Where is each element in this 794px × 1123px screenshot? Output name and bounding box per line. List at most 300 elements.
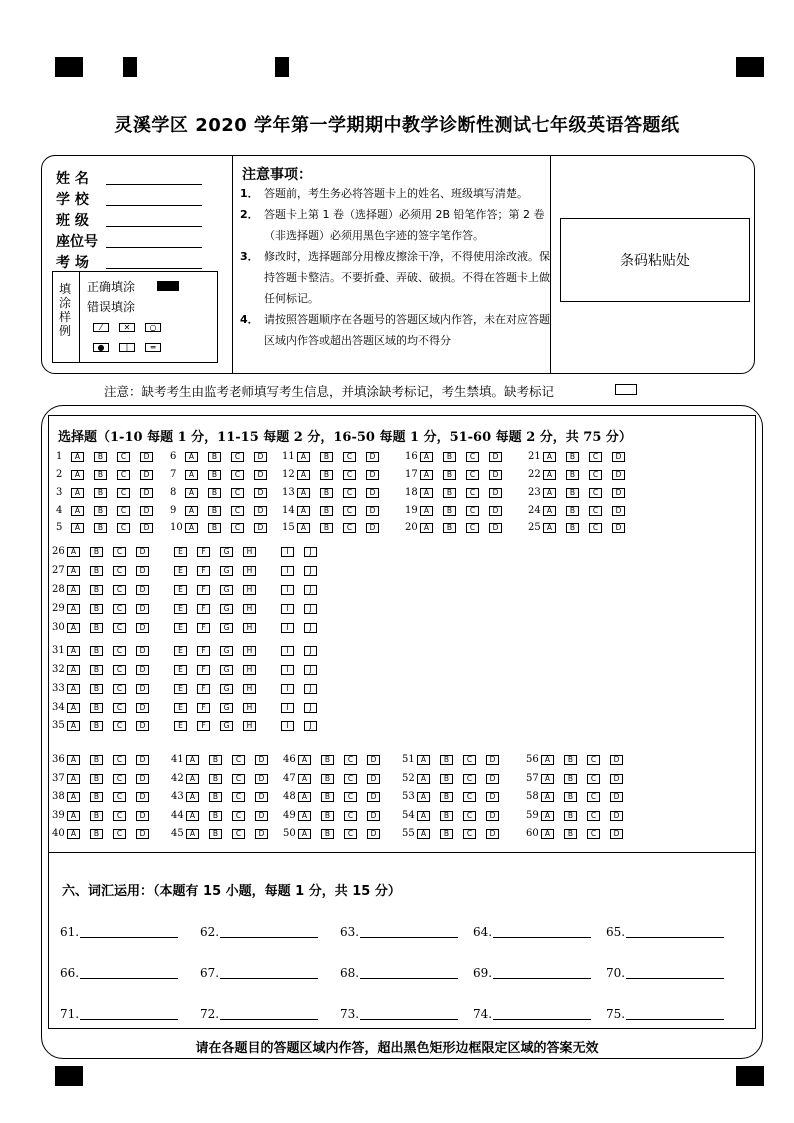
answer-bubble[interactable]: B — [564, 829, 577, 839]
answer-bubble[interactable]: A — [298, 792, 311, 802]
answer-bubble[interactable]: C — [587, 774, 600, 784]
answer-bubble[interactable]: C — [113, 585, 126, 595]
answer-bubble[interactable]: A — [298, 755, 311, 765]
answer-bubble[interactable]: A — [543, 523, 556, 533]
answer-bubble[interactable]: B — [90, 665, 103, 675]
name-field[interactable] — [56, 168, 104, 188]
answer-bubble[interactable]: J — [304, 684, 317, 694]
answer-bubble[interactable]: A — [417, 774, 430, 784]
answer-bubble[interactable]: G — [220, 623, 233, 633]
answer-bubble[interactable]: A — [71, 523, 84, 533]
answer-bubble[interactable]: H — [243, 566, 256, 576]
exam-room-field[interactable] — [56, 252, 104, 272]
answer-bubble[interactable]: D — [140, 488, 153, 498]
answer-bubble[interactable]: D — [610, 811, 623, 821]
answer-bubble[interactable]: F — [197, 646, 210, 656]
answer-bubble[interactable]: I — [281, 703, 294, 713]
answer-bubble[interactable]: B — [90, 566, 103, 576]
answer-blank[interactable] — [80, 978, 178, 979]
answer-bubble[interactable]: J — [304, 665, 317, 675]
answer-bubble[interactable]: B — [566, 506, 579, 516]
answer-bubble[interactable]: D — [254, 452, 267, 462]
answer-bubble[interactable]: C — [113, 566, 126, 576]
answer-bubble[interactable]: J — [304, 604, 317, 614]
answer-bubble[interactable]: D — [136, 566, 149, 576]
answer-bubble[interactable]: C — [344, 811, 357, 821]
answer-bubble[interactable]: C — [344, 829, 357, 839]
answer-bubble[interactable]: H — [243, 646, 256, 656]
answer-bubble[interactable]: I — [281, 547, 294, 557]
answer-bubble[interactable]: H — [243, 684, 256, 694]
answer-bubble[interactable]: B — [208, 523, 221, 533]
answer-bubble[interactable]: G — [220, 604, 233, 614]
answer-bubble[interactable]: A — [71, 470, 84, 480]
answer-bubble[interactable]: A — [71, 452, 84, 462]
answer-bubble[interactable]: B — [321, 829, 334, 839]
answer-bubble[interactable]: D — [254, 506, 267, 516]
answer-bubble[interactable]: D — [366, 488, 379, 498]
answer-bubble[interactable]: D — [612, 488, 625, 498]
answer-bubble[interactable]: D — [367, 811, 380, 821]
answer-bubble[interactable]: C — [587, 829, 600, 839]
answer-bubble[interactable]: D — [610, 774, 623, 784]
answer-bubble[interactable]: B — [566, 452, 579, 462]
answer-bubble[interactable]: A — [67, 547, 80, 557]
answer-bubble[interactable]: B — [564, 755, 577, 765]
answer-bubble[interactable]: C — [113, 721, 126, 731]
answer-bubble[interactable]: E — [174, 604, 187, 614]
answer-bubble[interactable]: A — [541, 811, 554, 821]
answer-bubble[interactable]: B — [443, 452, 456, 462]
answer-bubble[interactable]: F — [197, 566, 210, 576]
answer-bubble[interactable]: C — [344, 792, 357, 802]
answer-bubble[interactable]: B — [90, 547, 103, 557]
answer-bubble[interactable]: J — [304, 646, 317, 656]
answer-bubble[interactable]: C — [113, 792, 126, 802]
answer-bubble[interactable]: A — [186, 774, 199, 784]
answer-bubble[interactable]: B — [564, 811, 577, 821]
answer-bubble[interactable]: A — [298, 829, 311, 839]
school-field[interactable] — [56, 189, 104, 209]
answer-bubble[interactable]: B — [90, 774, 103, 784]
answer-bubble[interactable]: D — [486, 811, 499, 821]
answer-bubble[interactable]: C — [589, 506, 602, 516]
answer-bubble[interactable]: B — [440, 811, 453, 821]
answer-bubble[interactable]: D — [255, 774, 268, 784]
answer-bubble[interactable]: D — [136, 829, 149, 839]
answer-bubble[interactable]: B — [208, 470, 221, 480]
answer-bubble[interactable]: A — [185, 506, 198, 516]
answer-bubble[interactable]: D — [140, 523, 153, 533]
answer-bubble[interactable]: B — [440, 792, 453, 802]
answer-bubble[interactable]: D — [612, 506, 625, 516]
answer-bubble[interactable]: E — [174, 665, 187, 675]
answer-bubble[interactable]: H — [243, 665, 256, 675]
answer-bubble[interactable]: A — [185, 488, 198, 498]
answer-bubble[interactable]: D — [136, 792, 149, 802]
answer-bubble[interactable]: C — [231, 470, 244, 480]
answer-bubble[interactable]: G — [220, 721, 233, 731]
answer-bubble[interactable]: B — [94, 523, 107, 533]
answer-bubble[interactable]: H — [243, 703, 256, 713]
answer-bubble[interactable]: D — [136, 585, 149, 595]
answer-bubble[interactable]: B — [321, 755, 334, 765]
answer-bubble[interactable]: H — [243, 721, 256, 731]
answer-bubble[interactable]: F — [197, 547, 210, 557]
answer-bubble[interactable]: C — [589, 470, 602, 480]
answer-bubble[interactable]: D — [136, 684, 149, 694]
answer-blank[interactable] — [220, 978, 318, 979]
answer-bubble[interactable]: C — [463, 829, 476, 839]
answer-bubble[interactable]: C — [231, 452, 244, 462]
answer-bubble[interactable]: E — [174, 547, 187, 557]
answer-bubble[interactable]: H — [243, 547, 256, 557]
answer-bubble[interactable]: A — [543, 488, 556, 498]
answer-bubble[interactable]: A — [417, 811, 430, 821]
answer-bubble[interactable]: C — [113, 684, 126, 694]
answer-bubble[interactable]: D — [140, 470, 153, 480]
answer-bubble[interactable]: G — [220, 547, 233, 557]
answer-bubble[interactable]: J — [304, 566, 317, 576]
answer-bubble[interactable]: C — [463, 774, 476, 784]
answer-bubble[interactable]: B — [564, 792, 577, 802]
answer-bubble[interactable]: C — [466, 452, 479, 462]
answer-bubble[interactable]: A — [67, 623, 80, 633]
answer-bubble[interactable]: A — [67, 829, 80, 839]
answer-bubble[interactable]: C — [113, 604, 126, 614]
answer-bubble[interactable]: A — [71, 488, 84, 498]
answer-bubble[interactable]: A — [417, 792, 430, 802]
answer-bubble[interactable]: A — [420, 506, 433, 516]
answer-bubble[interactable]: C — [113, 703, 126, 713]
answer-bubble[interactable]: J — [304, 547, 317, 557]
answer-bubble[interactable]: A — [420, 488, 433, 498]
answer-bubble[interactable]: B — [90, 604, 103, 614]
answer-bubble[interactable]: A — [67, 684, 80, 694]
answer-bubble[interactable]: G — [220, 646, 233, 656]
answer-bubble[interactable]: A — [186, 792, 199, 802]
answer-bubble[interactable]: C — [231, 488, 244, 498]
answer-bubble[interactable]: A — [543, 470, 556, 480]
answer-bubble[interactable]: D — [489, 452, 502, 462]
answer-bubble[interactable]: C — [117, 506, 130, 516]
answer-bubble[interactable]: F — [197, 684, 210, 694]
answer-bubble[interactable]: A — [67, 585, 80, 595]
answer-bubble[interactable]: I — [281, 585, 294, 595]
answer-bubble[interactable]: D — [254, 470, 267, 480]
answer-bubble[interactable]: C — [232, 811, 245, 821]
answer-bubble[interactable]: D — [610, 792, 623, 802]
answer-bubble[interactable]: I — [281, 604, 294, 614]
answer-bubble[interactable]: D — [366, 506, 379, 516]
answer-bubble[interactable]: C — [117, 470, 130, 480]
answer-bubble[interactable]: B — [94, 470, 107, 480]
answer-bubble[interactable]: A — [297, 470, 310, 480]
answer-bubble[interactable]: C — [343, 506, 356, 516]
answer-bubble[interactable]: A — [71, 506, 84, 516]
answer-bubble[interactable]: C — [466, 488, 479, 498]
answer-bubble[interactable]: C — [587, 755, 600, 765]
answer-bubble[interactable]: F — [197, 721, 210, 731]
answer-bubble[interactable]: D — [486, 755, 499, 765]
answer-bubble[interactable]: D — [366, 523, 379, 533]
answer-bubble[interactable]: D — [367, 755, 380, 765]
answer-bubble[interactable]: B — [564, 774, 577, 784]
answer-bubble[interactable]: B — [443, 470, 456, 480]
answer-bubble[interactable]: C — [117, 488, 130, 498]
answer-bubble[interactable]: D — [367, 774, 380, 784]
answer-bubble[interactable]: A — [67, 566, 80, 576]
answer-blank[interactable] — [626, 1019, 724, 1020]
answer-bubble[interactable]: A — [186, 811, 199, 821]
answer-bubble[interactable]: B — [440, 774, 453, 784]
answer-bubble[interactable]: B — [443, 506, 456, 516]
answer-bubble[interactable]: A — [67, 755, 80, 765]
answer-bubble[interactable]: D — [136, 774, 149, 784]
answer-bubble[interactable]: B — [209, 811, 222, 821]
answer-bubble[interactable]: B — [566, 488, 579, 498]
answer-bubble[interactable]: E — [174, 566, 187, 576]
answer-bubble[interactable]: D — [254, 488, 267, 498]
answer-bubble[interactable]: B — [320, 452, 333, 462]
answer-bubble[interactable]: A — [185, 523, 198, 533]
answer-bubble[interactable]: C — [587, 792, 600, 802]
answer-bubble[interactable]: C — [466, 470, 479, 480]
answer-bubble[interactable]: G — [220, 566, 233, 576]
answer-bubble[interactable]: B — [90, 684, 103, 694]
answer-bubble[interactable]: C — [113, 811, 126, 821]
answer-bubble[interactable]: A — [67, 774, 80, 784]
answer-bubble[interactable]: B — [209, 792, 222, 802]
answer-bubble[interactable]: B — [443, 523, 456, 533]
answer-bubble[interactable]: D — [140, 506, 153, 516]
answer-bubble[interactable]: B — [209, 774, 222, 784]
answer-blank[interactable] — [360, 978, 458, 979]
answer-bubble[interactable]: C — [232, 792, 245, 802]
answer-bubble[interactable]: C — [231, 523, 244, 533]
answer-bubble[interactable]: B — [208, 506, 221, 516]
answer-bubble[interactable]: D — [486, 774, 499, 784]
answer-bubble[interactable]: H — [243, 623, 256, 633]
answer-bubble[interactable]: B — [440, 755, 453, 765]
answer-bubble[interactable]: E — [174, 585, 187, 595]
answer-bubble[interactable]: C — [343, 523, 356, 533]
answer-blank[interactable] — [626, 978, 724, 979]
answer-bubble[interactable]: D — [610, 755, 623, 765]
answer-bubble[interactable]: B — [90, 792, 103, 802]
answer-bubble[interactable]: C — [589, 452, 602, 462]
answer-bubble[interactable]: C — [113, 646, 126, 656]
answer-bubble[interactable]: A — [541, 774, 554, 784]
answer-bubble[interactable]: A — [185, 452, 198, 462]
answer-bubble[interactable]: D — [136, 755, 149, 765]
answer-bubble[interactable]: A — [297, 506, 310, 516]
answer-bubble[interactable]: A — [543, 506, 556, 516]
answer-bubble[interactable]: C — [463, 792, 476, 802]
answer-bubble[interactable]: D — [486, 829, 499, 839]
answer-bubble[interactable]: D — [612, 523, 625, 533]
answer-bubble[interactable]: F — [197, 623, 210, 633]
answer-bubble[interactable]: B — [90, 646, 103, 656]
answer-bubble[interactable]: B — [321, 811, 334, 821]
answer-bubble[interactable]: D — [489, 523, 502, 533]
answer-bubble[interactable]: A — [420, 523, 433, 533]
answer-bubble[interactable]: B — [94, 452, 107, 462]
answer-bubble[interactable]: I — [281, 566, 294, 576]
answer-bubble[interactable]: A — [67, 703, 80, 713]
answer-bubble[interactable]: D — [366, 452, 379, 462]
answer-bubble[interactable]: E — [174, 721, 187, 731]
answer-bubble[interactable]: J — [304, 703, 317, 713]
answer-bubble[interactable]: D — [367, 792, 380, 802]
answer-bubble[interactable]: D — [140, 452, 153, 462]
answer-bubble[interactable]: G — [220, 703, 233, 713]
answer-bubble[interactable]: A — [298, 774, 311, 784]
answer-bubble[interactable]: D — [136, 623, 149, 633]
answer-bubble[interactable]: D — [367, 829, 380, 839]
answer-bubble[interactable]: B — [208, 452, 221, 462]
answer-bubble[interactable]: C — [587, 811, 600, 821]
answer-blank[interactable] — [220, 1019, 318, 1020]
answer-blank[interactable] — [220, 937, 318, 938]
answer-bubble[interactable]: A — [541, 792, 554, 802]
answer-bubble[interactable]: A — [297, 488, 310, 498]
answer-bubble[interactable]: E — [174, 684, 187, 694]
answer-bubble[interactable]: J — [304, 585, 317, 595]
answer-blank[interactable] — [626, 937, 724, 938]
answer-bubble[interactable]: D — [136, 703, 149, 713]
answer-bubble[interactable]: G — [220, 585, 233, 595]
answer-bubble[interactable]: C — [117, 523, 130, 533]
answer-bubble[interactable]: A — [543, 452, 556, 462]
answer-bubble[interactable]: D — [255, 755, 268, 765]
answer-bubble[interactable]: C — [344, 755, 357, 765]
answer-bubble[interactable]: C — [466, 523, 479, 533]
answer-bubble[interactable]: A — [420, 470, 433, 480]
answer-bubble[interactable]: D — [136, 665, 149, 675]
answer-bubble[interactable]: F — [197, 585, 210, 595]
answer-bubble[interactable]: I — [281, 721, 294, 731]
answer-bubble[interactable]: J — [304, 721, 317, 731]
answer-bubble[interactable]: A — [67, 604, 80, 614]
answer-bubble[interactable]: D — [255, 829, 268, 839]
answer-bubble[interactable]: C — [113, 665, 126, 675]
answer-bubble[interactable]: J — [304, 623, 317, 633]
answer-bubble[interactable]: C — [343, 452, 356, 462]
answer-bubble[interactable]: B — [321, 774, 334, 784]
answer-bubble[interactable]: A — [67, 665, 80, 675]
answer-bubble[interactable]: E — [174, 703, 187, 713]
answer-bubble[interactable]: A — [185, 470, 198, 480]
answer-bubble[interactable]: B — [90, 829, 103, 839]
answer-bubble[interactable]: D — [366, 470, 379, 480]
answer-bubble[interactable]: E — [174, 646, 187, 656]
answer-blank[interactable] — [80, 937, 178, 938]
answer-bubble[interactable]: G — [220, 684, 233, 694]
answer-bubble[interactable]: C — [113, 755, 126, 765]
answer-bubble[interactable]: A — [541, 829, 554, 839]
answer-bubble[interactable]: C — [113, 829, 126, 839]
answer-bubble[interactable]: C — [232, 829, 245, 839]
answer-bubble[interactable]: B — [321, 792, 334, 802]
answer-bubble[interactable]: H — [243, 585, 256, 595]
answer-bubble[interactable]: D — [136, 811, 149, 821]
answer-bubble[interactable]: C — [463, 755, 476, 765]
answer-bubble[interactable]: C — [343, 470, 356, 480]
answer-blank[interactable] — [80, 1019, 178, 1020]
answer-bubble[interactable]: B — [90, 585, 103, 595]
answer-bubble[interactable]: A — [67, 811, 80, 821]
answer-bubble[interactable]: D — [612, 452, 625, 462]
answer-bubble[interactable]: A — [417, 755, 430, 765]
answer-bubble[interactable]: D — [136, 547, 149, 557]
answer-blank[interactable] — [493, 1019, 591, 1020]
answer-bubble[interactable]: D — [136, 721, 149, 731]
class-field[interactable] — [56, 210, 104, 230]
answer-bubble[interactable]: B — [94, 506, 107, 516]
answer-bubble[interactable]: C — [463, 811, 476, 821]
answer-bubble[interactable]: I — [281, 665, 294, 675]
answer-bubble[interactable]: I — [281, 646, 294, 656]
answer-bubble[interactable]: A — [417, 829, 430, 839]
answer-bubble[interactable]: F — [197, 604, 210, 614]
answer-bubble[interactable]: D — [489, 506, 502, 516]
answer-bubble[interactable]: D — [255, 811, 268, 821]
answer-bubble[interactable]: B — [90, 703, 103, 713]
answer-bubble[interactable]: A — [541, 755, 554, 765]
answer-bubble[interactable]: B — [566, 470, 579, 480]
answer-bubble[interactable]: B — [320, 506, 333, 516]
answer-bubble[interactable]: B — [320, 470, 333, 480]
answer-bubble[interactable]: D — [254, 523, 267, 533]
answer-bubble[interactable]: A — [298, 811, 311, 821]
absent-mark-box[interactable] — [615, 384, 637, 395]
answer-bubble[interactable]: D — [255, 792, 268, 802]
answer-bubble[interactable]: D — [136, 604, 149, 614]
answer-bubble[interactable]: B — [90, 721, 103, 731]
answer-bubble[interactable]: F — [197, 703, 210, 713]
answer-bubble[interactable]: A — [420, 452, 433, 462]
answer-bubble[interactable]: C — [589, 488, 602, 498]
answer-bubble[interactable]: A — [67, 792, 80, 802]
answer-bubble[interactable]: D — [489, 488, 502, 498]
answer-bubble[interactable]: C — [113, 547, 126, 557]
answer-bubble[interactable]: D — [486, 792, 499, 802]
answer-blank[interactable] — [493, 937, 591, 938]
answer-bubble[interactable]: C — [344, 774, 357, 784]
answer-bubble[interactable]: B — [320, 523, 333, 533]
answer-bubble[interactable]: F — [197, 665, 210, 675]
answer-blank[interactable] — [360, 937, 458, 938]
answer-bubble[interactable]: B — [90, 811, 103, 821]
answer-bubble[interactable]: B — [208, 488, 221, 498]
answer-bubble[interactable]: C — [113, 623, 126, 633]
answer-bubble[interactable]: I — [281, 623, 294, 633]
answer-bubble[interactable]: C — [231, 506, 244, 516]
answer-blank[interactable] — [360, 1019, 458, 1020]
answer-bubble[interactable]: C — [232, 755, 245, 765]
answer-bubble[interactable]: B — [440, 829, 453, 839]
answer-bubble[interactable]: C — [466, 506, 479, 516]
answer-bubble[interactable]: B — [209, 755, 222, 765]
answer-bubble[interactable]: B — [90, 623, 103, 633]
answer-bubble[interactable]: G — [220, 665, 233, 675]
answer-bubble[interactable]: A — [186, 755, 199, 765]
answer-bubble[interactable]: C — [232, 774, 245, 784]
answer-bubble[interactable]: B — [320, 488, 333, 498]
answer-bubble[interactable]: D — [489, 470, 502, 480]
answer-bubble[interactable]: B — [443, 488, 456, 498]
